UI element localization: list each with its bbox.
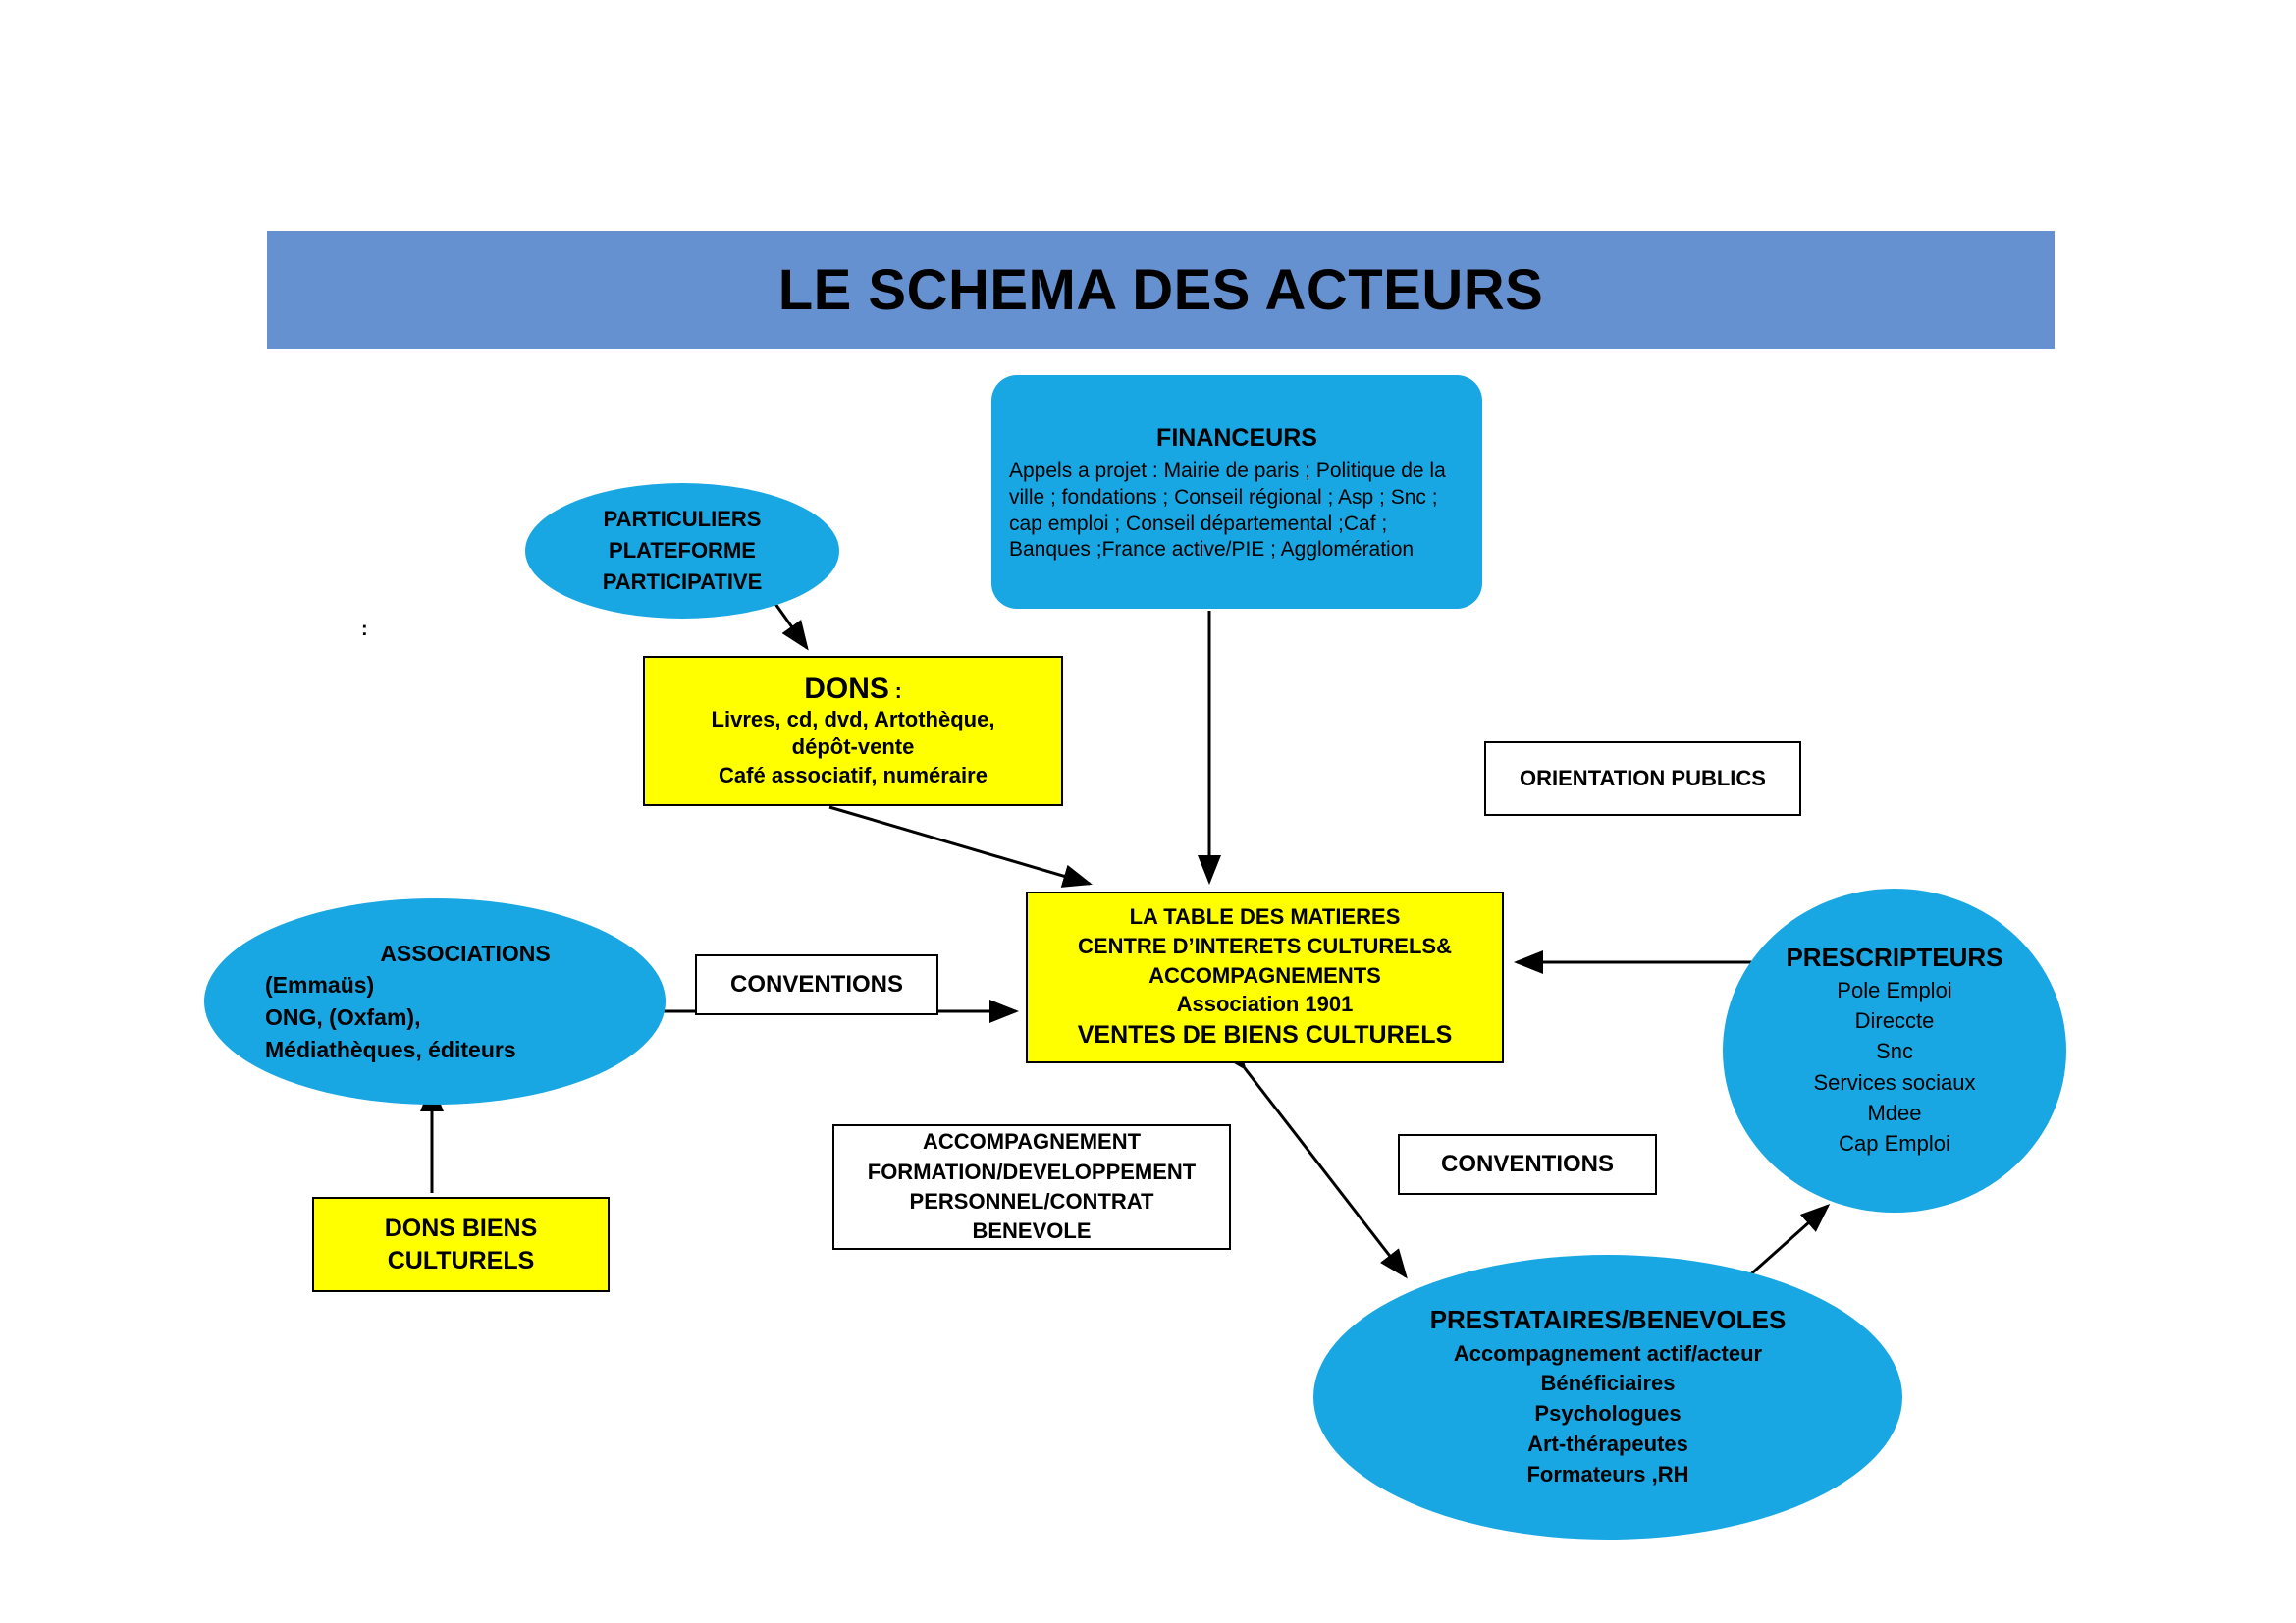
prescripteurs-line-3: Snc	[1876, 1039, 1913, 1064]
associations-line-3: ONG, (Oxfam),	[265, 1004, 421, 1030]
page-title: LE SCHEMA DES ACTEURS	[777, 257, 1544, 322]
accompagnement-line-4: BENEVOLE	[972, 1218, 1092, 1244]
dons-heading-row	[804, 673, 902, 706]
prestataires-line-2: Bénéficiaires	[1540, 1371, 1676, 1396]
associations-line-1: ASSOCIATIONS	[380, 940, 551, 966]
prescripteurs-line-5: Mdee	[1867, 1100, 1922, 1125]
dons-line-1: Livres, cd, dvd, Artothèque,	[711, 706, 995, 731]
particuliers-line-1: PARTICULIERS	[603, 507, 762, 532]
page-title-banner	[267, 231, 2055, 349]
prestataires-line-4: Art-thérapeutes	[1527, 1431, 1688, 1456]
stray-colon-mark: :	[361, 619, 368, 640]
dons-line-3: Café associatif, numéraire	[719, 762, 988, 787]
table-line-1: LA TABLE DES MATIERES	[1129, 904, 1401, 930]
prescripteurs-line-6: Cap Emploi	[1839, 1130, 1950, 1156]
node-orientation-publics[interactable]	[1484, 741, 1801, 816]
node-conventions-left[interactable]	[695, 954, 938, 1015]
prestataires-line-3: Psychologues	[1534, 1401, 1682, 1427]
associations-line-2: (Emmaüs)	[265, 972, 375, 999]
node-conventions-right[interactable]	[1398, 1134, 1657, 1195]
dons-biens-line-2: CULTURELS	[387, 1246, 535, 1274]
table-line-2: CENTRE D’INTERETS CULTURELS&	[1078, 933, 1452, 958]
financeurs-body: Appels a projet : Mairie de paris ; Politique de la ville ; fondations ; Conseil régional ; Asp ; Snc ; cap emploi ; Conseil départemental ;Caf ; Banques ;France active/PIE ; Agglomération	[1009, 459, 1446, 562]
dons-biens-line-1: DONS BIENS	[384, 1214, 538, 1242]
prescripteurs-line-1: Pole Emploi	[1837, 977, 1952, 1002]
prescripteurs-line-4: Services sociaux	[1813, 1069, 1976, 1095]
conventions-right-label: CONVENTIONS	[1440, 1151, 1614, 1177]
particuliers-line-2: PLATEFORME	[609, 538, 756, 564]
dons-line-2: dépôt-vente	[791, 734, 915, 760]
prescripteurs-line-2: Direccte	[1854, 1008, 1935, 1034]
accompagnement-line-3: PERSONNEL/CONTRAT	[909, 1189, 1154, 1214]
edge-table-to-prestataires	[1245, 1068, 1406, 1276]
associations-line-4: Médiathèques, éditeurs	[265, 1036, 516, 1062]
dons-heading: DONS	[804, 672, 889, 705]
prestataires-heading: PRESTATAIRES/BENEVOLES	[1429, 1304, 1787, 1334]
prestataires-line-5: Formateurs ,RH	[1526, 1461, 1689, 1487]
particuliers-line-3: PARTICIPATIVE	[602, 568, 763, 594]
table-line-4: Association 1901	[1176, 992, 1354, 1017]
node-table-des-matieres[interactable]	[1026, 892, 1504, 1063]
node-prestataires-benevoles[interactable]	[1313, 1255, 1902, 1540]
node-associations[interactable]	[204, 898, 666, 1105]
table-line-3: ACCOMPAGNEMENTS	[1148, 962, 1381, 988]
node-dons[interactable]	[643, 656, 1063, 806]
edge-particuliers-to-dons	[775, 604, 807, 648]
conventions-left-label: CONVENTIONS	[729, 971, 903, 998]
prestataires-line-1: Accompagnement actif/acteur	[1453, 1340, 1763, 1366]
edge-dons-to-table	[829, 807, 1090, 884]
accompagnement-line-2: FORMATION/DEVELOPPEMENT	[867, 1159, 1197, 1184]
node-dons-biens-culturels[interactable]	[312, 1197, 610, 1292]
table-line-5: VENTES DE BIENS CULTURELS	[1077, 1021, 1453, 1049]
node-particuliers-plateforme-participative[interactable]	[525, 483, 839, 619]
orientation-publics-label: ORIENTATION PUBLICS	[1520, 766, 1766, 790]
accompagnement-line-1: ACCOMPAGNEMENT	[922, 1129, 1142, 1155]
financeurs-heading: FINANCEURS	[1156, 423, 1317, 452]
dons-heading-suffix: :	[888, 679, 902, 703]
prescripteurs-heading: PRESCRIPTEURS	[1786, 942, 2003, 972]
node-prescripteurs[interactable]	[1723, 889, 2066, 1213]
node-accompagnement-formation[interactable]	[832, 1124, 1231, 1250]
node-financeurs[interactable]	[991, 375, 1482, 609]
